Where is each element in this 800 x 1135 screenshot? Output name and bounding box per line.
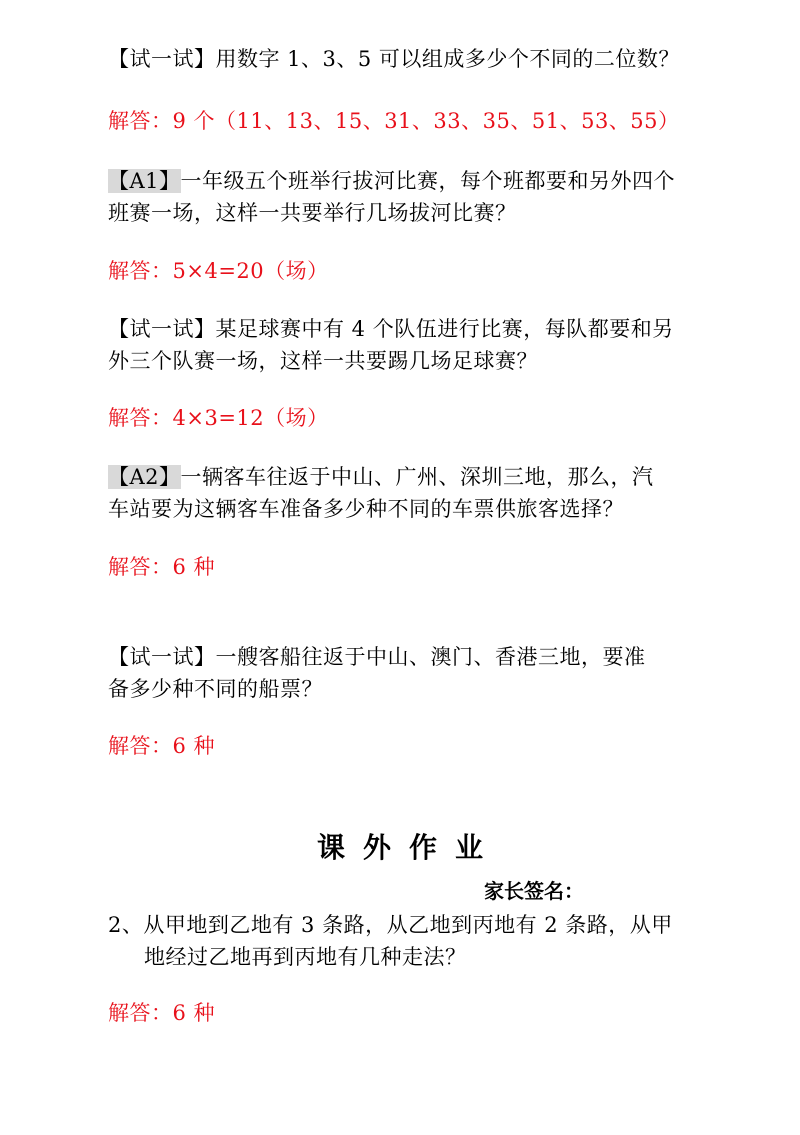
homework-question-line-2: 地经过乙地再到丙地有几种走法？ [144, 945, 467, 969]
problem-5-line-2: 备多少种不同的船票？ [108, 677, 323, 701]
problem-1-tag: 【试一试】 [108, 47, 216, 71]
problem-2-text-1: 一年级五个班举行拔河比赛，每个班都要和另外四个 [180, 169, 676, 193]
problem-1-answer: 解答：9 个（11、13、15、31、33、35、51、53、55） [108, 109, 680, 133]
problem-4-text-1: 一辆客车往返于中山、广州、深圳三地，那么，汽 [180, 465, 654, 489]
homework-answer: 解答：6 种 [108, 1001, 216, 1025]
problem-3-text-1: 某足球赛中有 4 个队伍进行比赛，每队都要和另 [215, 317, 674, 341]
problem-5-answer: 解答：6 种 [108, 734, 216, 758]
problem-2-line-2: 班赛一场，这样一共要举行几场拔河比赛？ [108, 201, 517, 225]
parent-signature-label: 家长签名： [484, 879, 584, 903]
problem-2-line-1 [108, 166, 675, 196]
problem-3-tag: 【试一试】 [108, 317, 216, 341]
problem-5-line-1 [108, 642, 646, 672]
problem-4-line-1 [108, 462, 654, 492]
problem-5-text-1: 一艘客船往返于中山、澳门、香港三地，要准 [215, 645, 646, 669]
problem-2-answer: 解答：5×4=20（场） [108, 259, 329, 283]
homework-title: 课外作业 [316, 831, 501, 864]
problem-5-tag: 【试一试】 [108, 645, 216, 669]
problem-2-tag: 【A1】 [108, 169, 181, 193]
problem-1-line-1 [108, 44, 680, 74]
problem-3-line-2: 外三个队赛一场，这样一共要踢几场足球赛？ [108, 349, 538, 373]
problem-1-text: 用数字 1、3、5 可以组成多少个不同的二位数？ [215, 47, 680, 71]
problem-3-answer: 解答：4×3=12（场） [108, 406, 329, 430]
problem-4-answer: 解答：6 种 [108, 555, 216, 579]
problem-4-line-2: 车站要为这辆客车准备多少种不同的车票供旅客选择？ [108, 497, 624, 521]
problem-4-tag: 【A2】 [108, 465, 181, 489]
homework-question-line-1: 2、从甲地到乙地有 3 条路，从乙地到丙地有 2 条路，从甲 [108, 913, 673, 937]
problem-3-line-1 [108, 314, 674, 344]
